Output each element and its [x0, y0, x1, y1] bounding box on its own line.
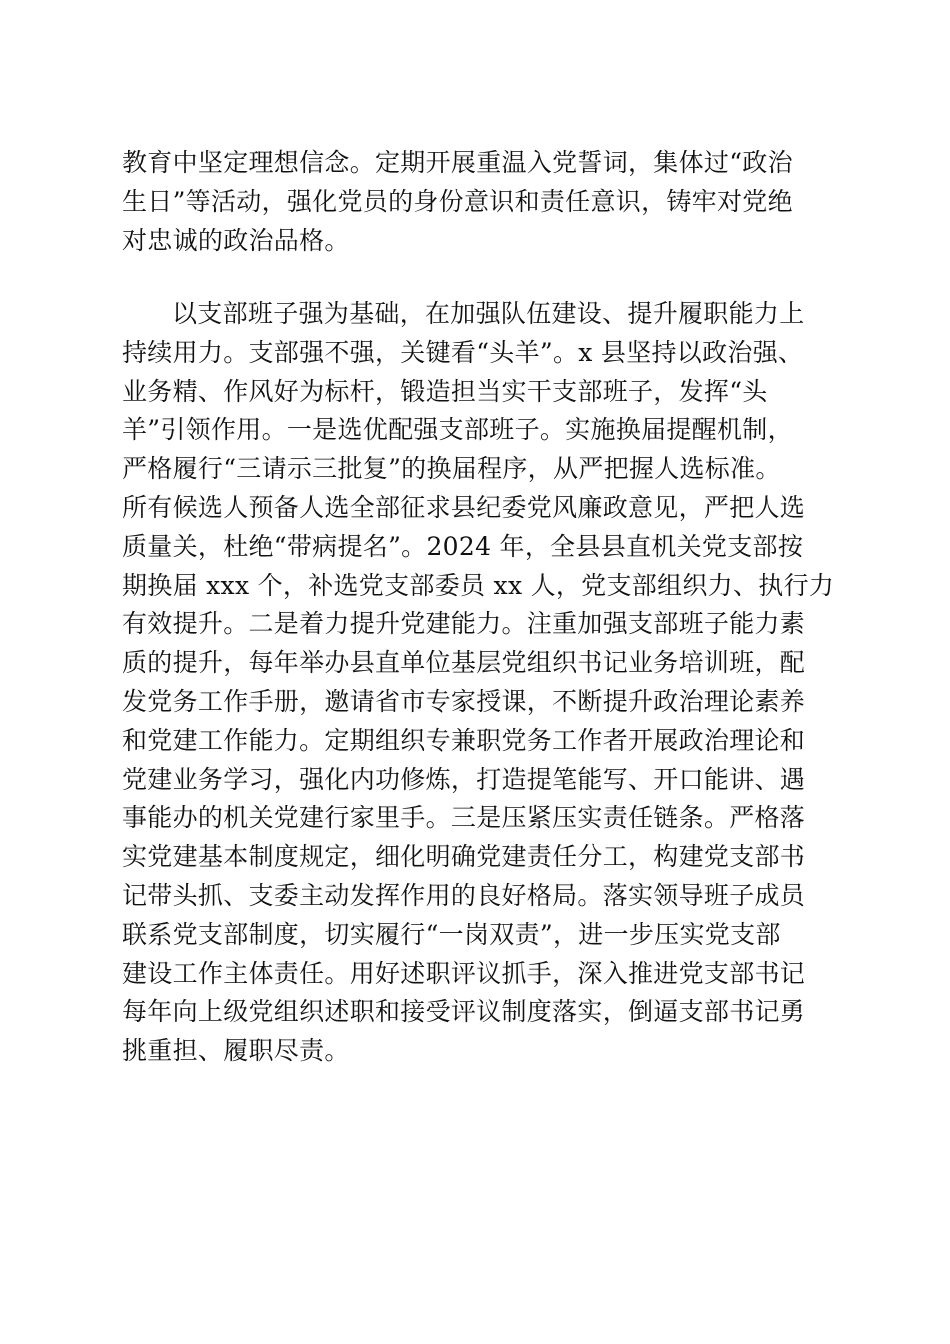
text-line: 以支部班子强为基础，在加强队伍建设、提升履职能力上 [172, 299, 805, 328]
text-line: 建设工作主体责任。用好述职评议抓手，深入推进党支部书记 [122, 958, 806, 988]
text-line: 教育中坚定理想信念。定期开展重温入党誓词，集体过“政治 [122, 148, 793, 177]
text-line: 羊”引领作用。一是选优配强支部班子。实施换届提醒机制， [122, 415, 793, 445]
text-line: 有效提升。二是着力提升党建能力。注重加强支部班子能力素 [122, 609, 806, 639]
text-line: 党建业务学习，强化内功修炼，打造提笔能写、开口能讲、遇 [122, 764, 806, 794]
text-line: 持续用力。支部强不强，关键看“头羊”。x 县坚持以政治强、 [122, 337, 804, 367]
text-line: 事能办的机关党建行家里手。三是压紧压实责任链条。严格落 [122, 803, 806, 833]
text-line: 实党建基本制度规定，细化明确党建责任分工，构建党支部书 [122, 842, 806, 872]
text-line: 联系党支部制度，切实履行“一岗双责”，进一步压实党支部 [122, 919, 781, 949]
text-line: 业务精、作风好为标杆，锻造担当实干支部班子，发挥“头 [122, 376, 768, 406]
text-line: 质的提升，每年举办县直单位基层党组织书记业务培训班，配 [122, 648, 806, 678]
text-line: 和党建工作能力。定期组织专兼职党务工作者开展政治理论和 [122, 725, 806, 755]
text-line: 所有候选人预备人选全部征求县纪委党风廉政意见，严把人选 [122, 492, 806, 522]
text-line: 严格履行“三请示三批复”的换届程序，从严把握人选标准。 [122, 454, 781, 484]
text-line: 记带头抓、支委主动发挥作用的良好格局。落实领导班子成员 [122, 880, 806, 910]
paragraph-continued [122, 144, 832, 260]
paragraph-team-building [122, 295, 835, 1110]
text-line: 质量关，杜绝“带病提名”。2024 年，全县县直机关党支部按 [122, 531, 804, 561]
text-line [122, 1071, 832, 1110]
text-line: 期换届 xxx 个，补选党支部委员 xx 人，党支部组织力、执行力 [122, 570, 835, 600]
text-line: 发党务工作手册，邀请省市专家授课，不断提升政治理论素养 [122, 686, 806, 716]
text-line: 生日”等活动，强化党员的身份意识和责任意识，铸牢对党绝 [122, 186, 793, 216]
text-line: 每年向上级党组织述职和接受评议制度落实，倒逼支部书记勇 [122, 997, 806, 1027]
text-line: 挑重担、履职尽责。 [122, 1036, 350, 1066]
text-line: 对忠诚的政治品格。 [122, 225, 350, 255]
